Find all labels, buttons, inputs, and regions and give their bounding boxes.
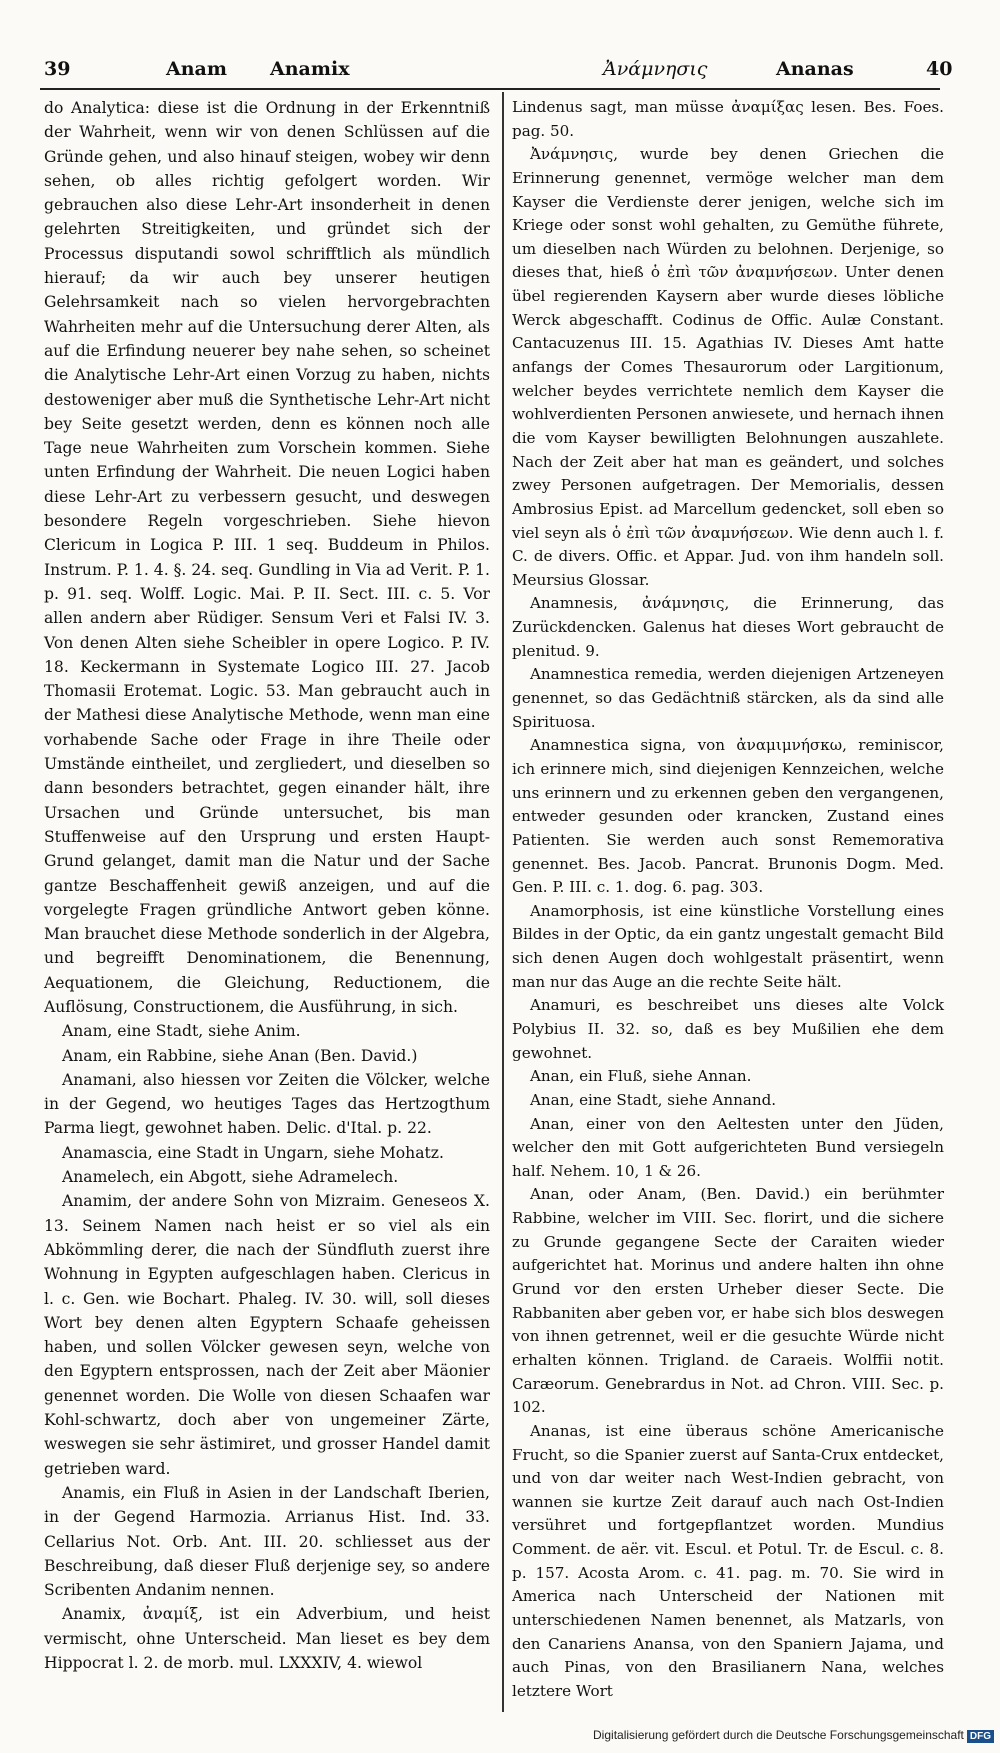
entry-paragraph: Anamani, also hiessen vor Zeiten die Völcker, welche in der Gegend, wo heutiges Tages das Hertzogthum Parma liegt, gewohnet haben. Delic. d'Ital. p. 22. bbox=[44, 1070, 490, 1138]
credit-text: Digitalisierung gefördert durch die Deutsche Forschungsgemeinschaft bbox=[593, 1728, 964, 1742]
entry-paragraph: Anan, einer von den Aeltesten unter den Jüden, welcher den mit Gott aufgerichteten Bund versiegeln half. Nehem. 10, 1 & 26. bbox=[512, 1114, 944, 1180]
entry-paragraph: Anamim, der andere Sohn von Mizraim. Geneseos X. 13. Seinem Namen nach heist er so viel als ein Abkömmling derer, die nach der Sündfluth zuerst ihre Wohnung in Egypten aufgeschlagen haben. Clericus in l. c. Gen. wie Bochart. Phaleg. IV. 30. will, soll dieses Wort bey denen alten Egyptern Schaafe geheissen haben, und sollen Völcker gewesen seyn, welche von den Egyptern entsprossen, nach der Zeit aber Mäonier genennet worden. Die Wolle von diesen Schaafen war Kohl-schwartz, doch aber von ungemeiner Zärte, weswegen sie sehr ästimiret, und grosser Handel damit getrieben ward. bbox=[44, 1192, 490, 1478]
entry-paragraph: Anamis, ein Fluß in Asien in der Landschaft Iberien, in der Gegend Harmozia. Arrianus Hist. Ind. 33. Cellarius Not. Orb. Ant. III. 20. schliesset aus der Beschreibung, daß dieser Fluß derjenige sey, so andere Scribenten Andanim nennen. bbox=[44, 1483, 490, 1600]
entry-paragraph: Anamnesis, ἀνάμνησις, die Erinnerung, das Zurückdencken. Galenus hat dieses Wort gebraucht de plenitud. 9. bbox=[512, 594, 944, 660]
right-catchword-2: Ananas bbox=[776, 58, 854, 80]
column-divider bbox=[502, 92, 504, 1712]
entry-paragraph: Anamix, ἀναμίξ, ist ein Adverbium, und heist vermischt, ohne Unterscheid. Man lieset es bey dem Hippocrat l. 2. de morb. mul. LXXXIV, 4. wiewol bbox=[44, 1605, 490, 1672]
entry-paragraph: Anamnestica remedia, werden diejenigen Artzeneyen genennet, so das Gedächtniß stärcken, als da sind alle Spirituosa. bbox=[512, 665, 944, 731]
entry-paragraph: Anan, oder Anam, (Ben. David.) ein berühmter Rabbine, welcher im VIII. Sec. florirt, und die sichere zu Grunde gegangene Secte der Caraiten wieder aufgerichtet hat. Morinus und andere halten ihn ohne Grund vor den ersten Urheber dieser Secte. Die Rabbaniten aber geben vor, er habe sich blos deswegen von ihnen getrennet, weil er die gesuchte Würde nicht erhalten können. Trigland. de Caraeis. Wolffii notit. Caræorum. Genebrardus in Not. ad Chron. VIII. Sec. p. 102. bbox=[512, 1185, 944, 1417]
right-catchword-1: Ἀνάμνησις bbox=[603, 58, 708, 80]
entry-paragraph: Anamnestica signa, von ἀναμιμνήσκω, reminiscor, ich erinnere mich, sind diejenigen Kennzeichen, welche uns erinnern und zu erkennen geben den vergangenen, entweder gesunden oder krancken, Zustand eines Patienten. Sie werden auch sonst Rememorativa genennet. Bes. Jacob. Pancrat. Brunonis Dogm. Med. Gen. P. III. c. 1. dog. 6. pag. 303. bbox=[512, 736, 944, 897]
entry-paragraph: Anam, ein Rabbine, siehe Anan (Ben. David.) bbox=[62, 1046, 418, 1065]
paragraph: do Analytica: diese ist die Ordnung in der Erkenntniß der Wahrheit, wenn wir von denen Schlüssen auf die Gründe gehen, und also hinauf steigen, wobey wir denn sehen, ob alles richtig gefolgert worden. Wir gebrauchen also diese Lehr-Art insonderheit in denen gelehrten Streitigkeiten, und gründet sich der Processus disputandi sowol schrifftlich als mündlich hierauf; da wir auch bey unserer heutigen Gelehrsamkeit nach so vielen hervorgebrachten Wahrheiten mehr auf die Untersuchung derer Alten, als auf die Erfindung neuerer bey nahe sehen, so scheinet die Analytische Lehr-Art einen Vorzug zu haben, nichts destoweniger aber muß die Synthetische Lehr-Art nicht bey Seite gesetzt werden, denn es können noch alle Tage neue Wahrheiten zum Vorschein kommen. Siehe unten Erfindung der Wahrheit. Die neuen Logici haben diese Lehr-Art zu verbessern gesucht, und deswegen besondere Regeln vorgeschrieben. Siehe hievon Clericum in Logica P. III. 1 seq. Buddeum in Philos. Instrum. P. 1. 4. §. 24. seq. Gundling in Via ad Verit. P. 1. p. 91. seq. Wolff. Logic. Mai. P. II. Sect. III. c. 5. Vor allen andern aber Rüdiger. Sensum Veri et Falsi IV. 3. Von denen Alten siehe Scheibler in opere Logico. P. IV. 18. Keckermann in Systemate Logico III. 27. Jacob Thomasii Erotemat. Logic. 53. Man gebraucht auch in der Mathesi diese Analytische Methode, wenn man eine vorhabende Sache oder Frage in ihre Theile oder Umstände eintheilet, und zergliedert, und dieselben so dann besonders betrachtet, gegen einander hält, ihre Ursachen und Gründe untersuchet, bis man Stuffenweise auf den Ursprung und ersten Haupt-Grund gelanget, damit man die Natur und der Sache gantze Beschaffenheit gewiß anzeigen, und auf die vorgelegte Fragen gründliche Antwort geben könne. Man brauchet diese Methode sonderlich in der Algebra, und begreifft Denominationem, die Benennung, Aequationem, die Gleichung, Reductionem, die Auflösung, Constructionem, die Ausführung, in sich. bbox=[44, 99, 490, 1016]
left-catchword-1: Anam bbox=[166, 58, 227, 80]
paragraph: Lindenus sagt, man müsse ἀναμίξας lesen. Bes. Foes. pag. 50. bbox=[512, 98, 944, 140]
left-column bbox=[44, 96, 490, 1675]
left-page-number: 39 bbox=[44, 58, 71, 80]
running-header bbox=[38, 58, 953, 88]
left-catchword-2: Anamix bbox=[270, 58, 350, 80]
entry-paragraph: Ἀνάμνησις, wurde bey denen Griechen die Erinnerung genennet, vermöge welcher man dem Kayser die Verdienste derer jenigen, welche sich im Kriege oder sonst wohl gehalten, zu Gemüthe führete, um dieselben nach Würden zu belohnen. Derjenige, so dieses that, hieß ὁ ἐπὶ τῶν ἀναμνήσεων. Unter denen übel regierenden Kaysern aber wurde dieses löbliche Werck abgeschafft. Codinus de Offic. Aulæ Constant. Cantacuzenus III. 15. Agathias IV. Dieses Amt hatte anfangs der Comes Thesaurorum oder Largitionum, welcher beydes verrichtete nemlich dem Kayser die wohlverdienten Personen anwiesete, und hernach ihnen die vom Kayser bewilligten Belohnungen auszahlete. Nach der Zeit aber hat man es geändert, und solches zwey Personen aufgetragen. Der Memorialis, dessen Ambrosius Epist. ad Marcellum gedencket, soll eben so viel seyn als ὁ ἐπὶ τῶν ἀναμνήσεων. Wie denn auch l. f. C. de divers. Offic. et Appar. Jud. von ihm handeln soll. Meursius Glossar. bbox=[512, 145, 944, 589]
right-page-number: 40 bbox=[926, 58, 953, 80]
header-rule bbox=[40, 88, 940, 90]
entry-paragraph: Anam, eine Stadt, siehe Anim. bbox=[62, 1022, 301, 1041]
entry-paragraph: Anamelech, ein Abgott, siehe Adramelech. bbox=[62, 1168, 399, 1187]
entry-paragraph: Anan, ein Fluß, siehe Annan. bbox=[530, 1067, 752, 1086]
entry-paragraph: Anan, eine Stadt, siehe Annand. bbox=[530, 1090, 777, 1109]
dfg-logo: DFG bbox=[967, 1730, 994, 1743]
entry-paragraph: Ananas, ist eine überaus schöne Americanische Frucht, so die Spanier zuerst auf Santa-Crux entdecket, und von dar weiter nach West-Indien gebracht, von wannen sie kurtze Zeit darauf auch nach Ost-Indien versühret und fortgepflantzet worden. Mundius Comment. de aër. vit. Escul. et Potul. Tr. de Escul. c. 8. p. 157. Acosta Arom. c. 41. pag. m. 70. Sie wird in America nach Unterscheid der Nationen mit unterschiedenen Namen benennet, als Matzarls, von den Canariens Anansa, von den Spaniern Jajama, und auch Pinas, von den Brasilianern Nana, welches letztere Wort bbox=[512, 1421, 944, 1700]
right-column bbox=[512, 96, 944, 1704]
entry-paragraph: Anamorphosis, ist eine künstliche Vorstellung eines Bildes in der Optic, da ein gantz ungestalt gemacht Bild sich denen Augen doch wohlgestalt präsentirt, wenn man nur das Auge an die rechte Seite hält. bbox=[512, 901, 944, 991]
entry-paragraph: Anamascia, eine Stadt in Ungarn, siehe Mohatz. bbox=[62, 1143, 444, 1162]
digitization-credit bbox=[593, 1728, 994, 1743]
entry-paragraph: Anamuri, es beschreibet uns dieses alte Volck Polybius II. 32. so, daß es bey Mußilien ehe dem gewohnet. bbox=[512, 996, 944, 1062]
